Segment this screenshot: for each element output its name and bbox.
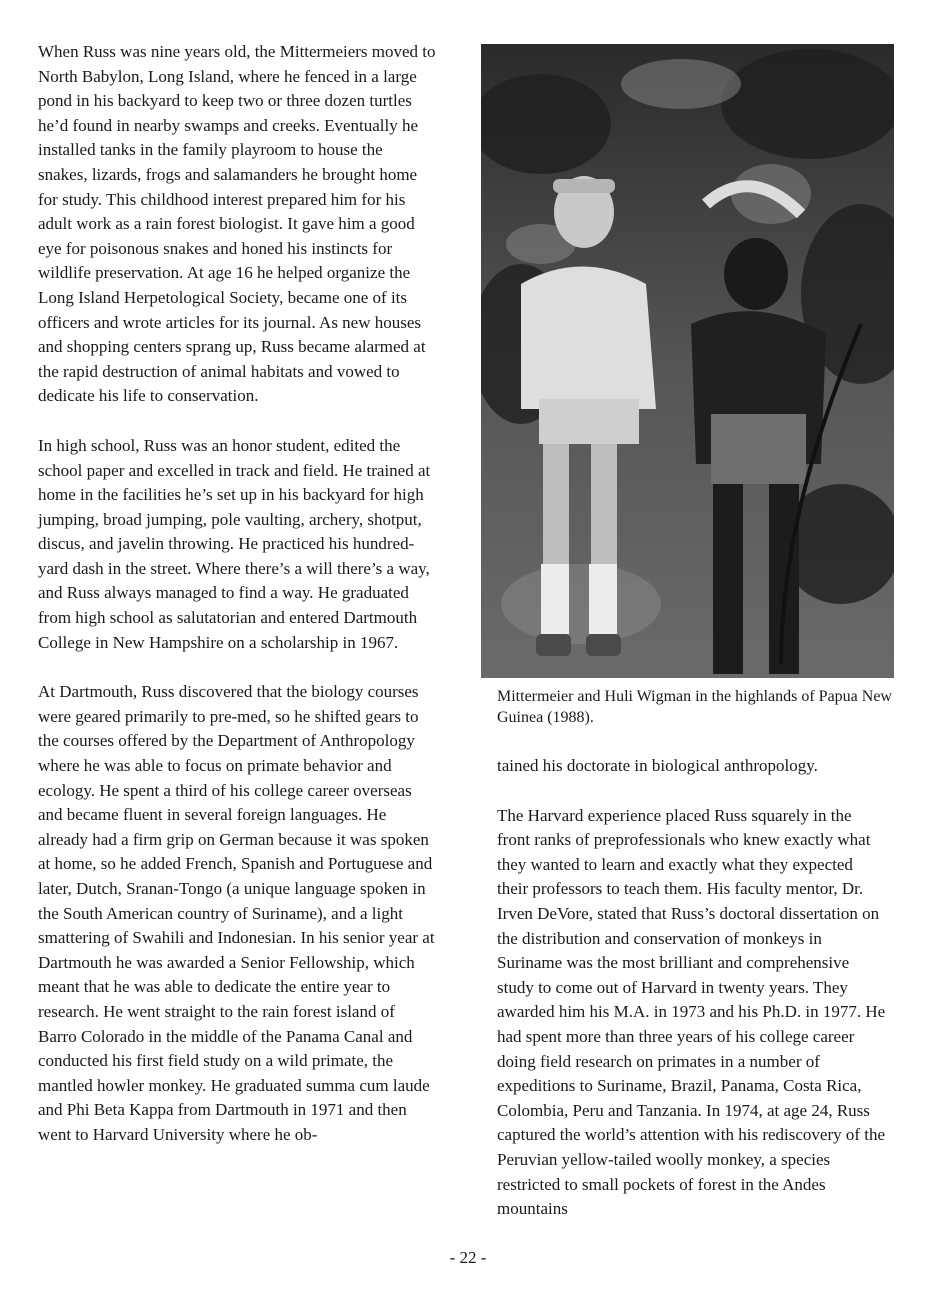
paragraph-continued: tained his doctorate in biological anthropology. xyxy=(497,756,818,775)
photo-mittermeier-huli-wigman xyxy=(481,44,894,678)
page-number: - 22 - xyxy=(449,1248,487,1267)
photo-caption: Mittermeier and Huli Wigman in the highlands of Papua New Guinea (1988). xyxy=(497,688,892,726)
photo-illustration xyxy=(481,44,894,678)
left-column xyxy=(38,40,436,1173)
paragraph-dartmouth: At Dartmouth, Russ discovered that the biology courses were geared primarily to pre-med, so he shifted gears to the courses offered by the Department of Anthropology where he was able to focus on primate behavior and ecology. He spent a third of his college career overseas and became fluent in several foreign languages. He already had a firm grip on German because it was spoken at home, so he added French, Spanish and Portuguese and later, Dutch, Sranan-Tongo (a unique language spoken in the South American country of Suriname), and a light smattering of Swahili and Indonesian. In his senior year at Dartmouth he was awarded a Senior Fellowship, which meant that he was able to dedicate the entire year to research. He went straight to the rain forest island of Barro Colorado in the middle of the Panama Canal and conducted his first field study on a wild primate, the mantled howler monkey. He graduated summa cum laude and Phi Beta Kappa from Dartmouth in 1971 and then went to Harvard University where he ob- xyxy=(38,682,435,1144)
paragraph-harvard: The Harvard experience placed Russ squarely in the front ranks of preprofessionals who knew exactly what they wanted to learn and exactly what they expected their professors to teach them. His faculty mentor, Dr. Irven DeVore, stated that Russ’s doctoral dissertation on the distribution and conservation of monkeys in Suriname was the most brilliant and comprehensive study to come out of Harvard in twenty years. They awarded him his M.A. in 1973 and his Ph.D. in 1977. He had spent more than three years of his college career doing field research on primates in a number of expeditions to Suriname, Brazil, Panama, Costa Rica, Colombia, Peru and Tanzania. In 1974, at age 24, Russ captured the world’s attention with his rediscovery of the Peruvian yellow-tailed woolly monkey, a species restricted to small pockets of forest in the Andes mountains xyxy=(497,805,886,1219)
paragraph-childhood: When Russ was nine years old, the Mittermeiers moved to North Babylon, Long Island, where he fenced in a large pond in his backyard to keep two or three dozen turtles he’d found in nearby swamps and creeks. Eventually he installed tanks in the family playroom to house the snakes, lizards, frogs and salamanders he brought home for study. This childhood interest prepared him for his adult work as a rain forest biologist. It gave him a good eye for poisonous snakes and honed his instincts for wildlife preservation. At age 16 he helped organize the Long Island Herpetological Society, became one of its officers and wrote articles for its journal. As new houses and shopping centers sprang up, Russ became alarmed at the rapid destruction of animal habitats and vowed to dedicate his life to conservation. xyxy=(38,42,436,406)
paragraph-high-school: In high school, Russ was an honor student, edited the school paper and excelled in track and field. He trained at home in the facilities he’s set up in his backyard for high jumping, broad jumping, pole vaulting, archery, shotput, discus, and javelin throwing. He practiced his hundred-yard dash in the street. Where there’s a will there’s a way, and Russ always managed to find a way. He graduated from high school as salutatorian and entered Dartmouth College in New Hampshire on a scholarship in 1967. xyxy=(38,435,431,652)
right-column xyxy=(481,44,897,1247)
